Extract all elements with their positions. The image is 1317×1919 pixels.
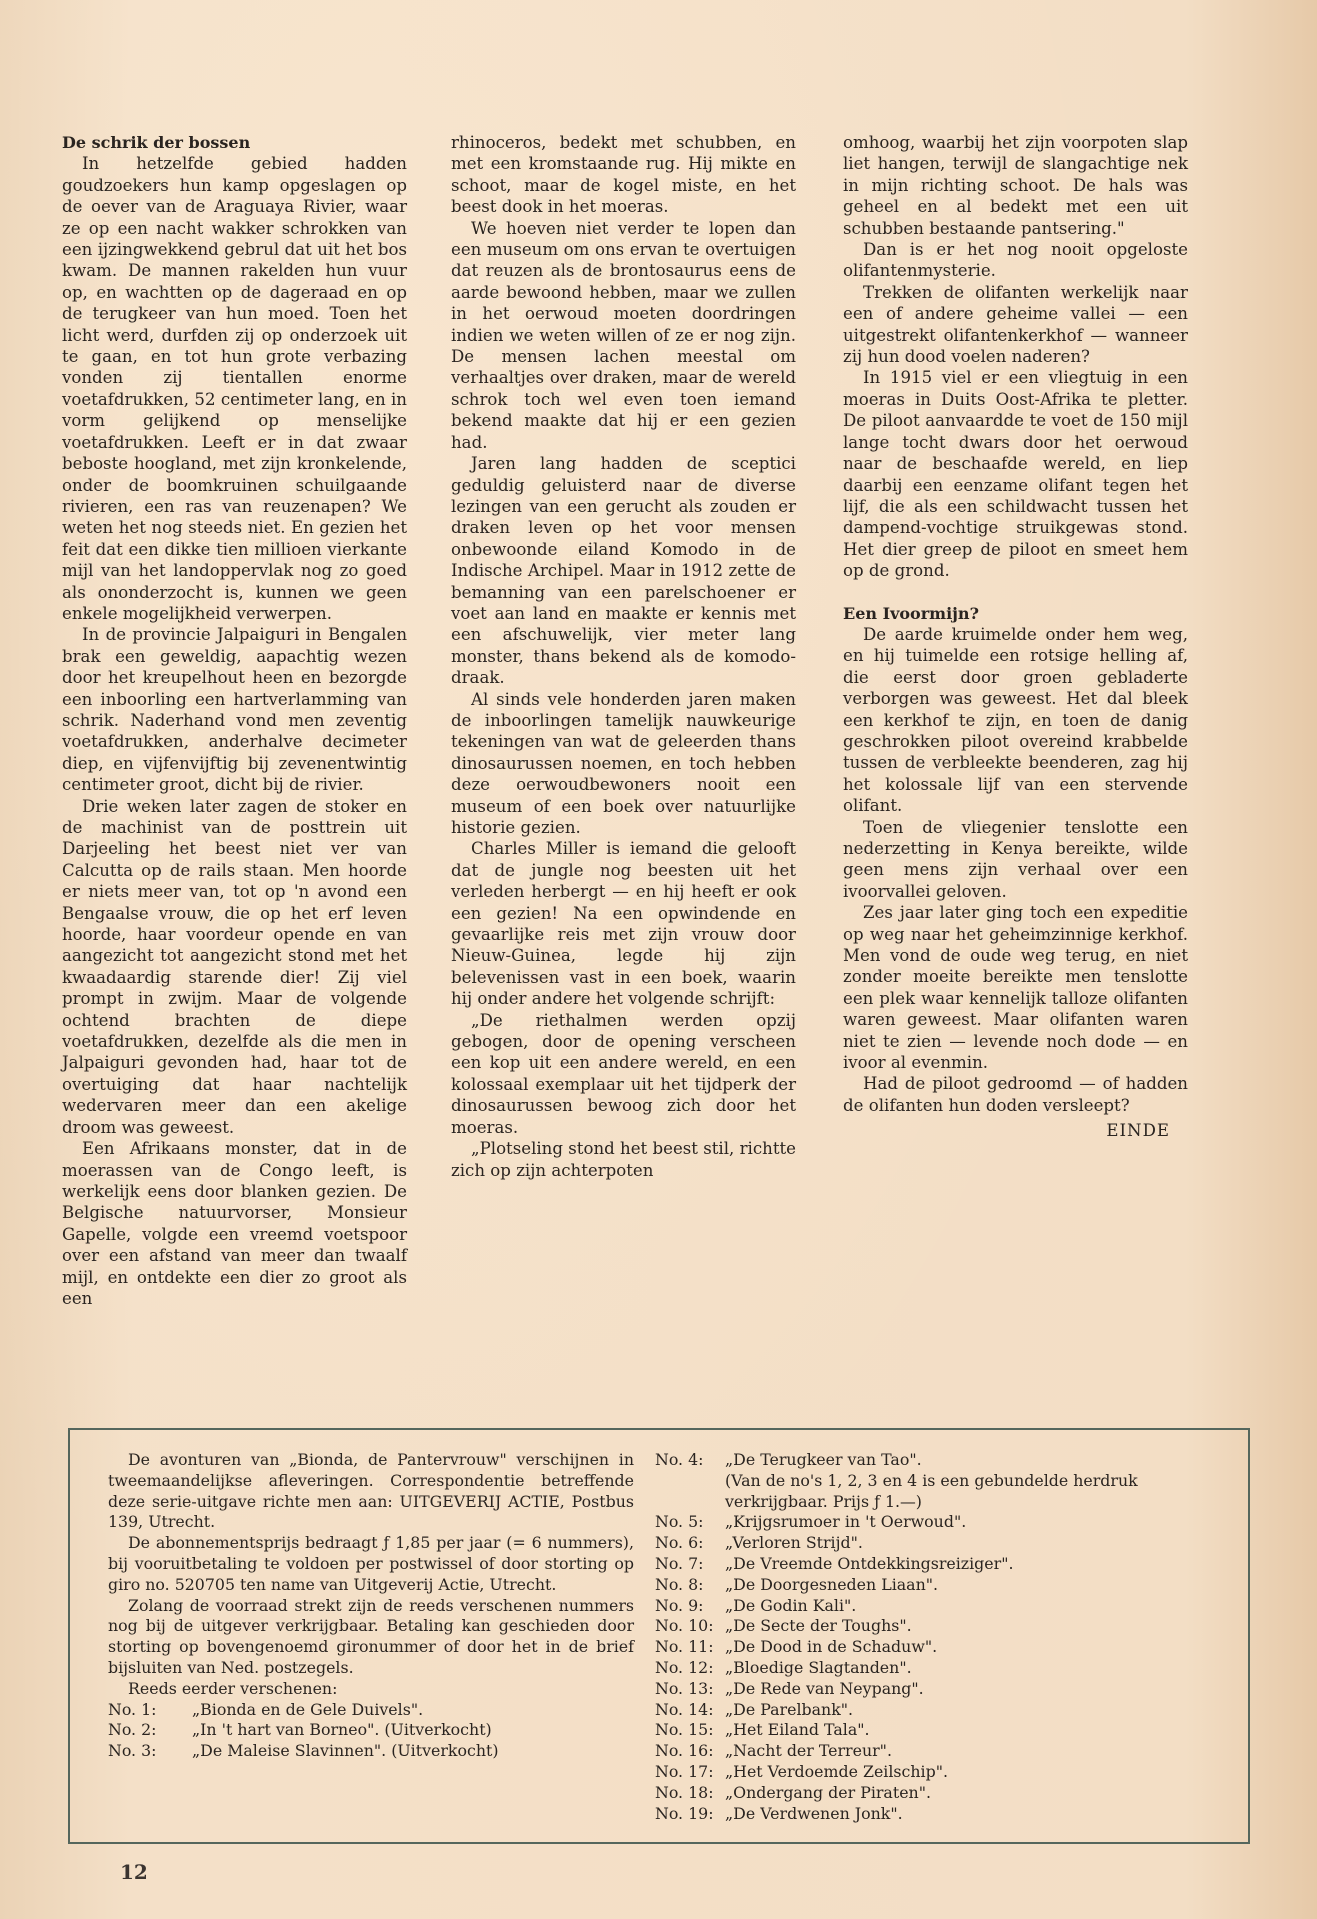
paragraph: We hoeven niet verder te lopen dan een museum om ons ervan te overtuigen dat reuzen als de brontosaurus eens de aarde bewoond hebben, maar we zullen in het oerwoud moeten doordringen indien we weten willen of ze er nog zijn. De mensen lachen meestal om verhaaltjes over draken, maar de wereld schrok toch wel even toen iemand bekend maakte dat hij er een gezien had. [451,218,796,452]
info-paragraph: Zolang de voorraad strekt zijn de reeds verschenen nummers nog bij de uitgever verkrijgbaar. Betaling kan geschieden door storting op bovengenoemd gironummer of door het in de brief bijsluiten van Ned. postzegels. [108,1595,634,1677]
issue-list-item [655,1720,1235,1741]
issue-list-item [655,1637,1235,1658]
issue-number: No. 12: [655,1657,714,1677]
issue-number: No. 4: [655,1450,704,1469]
issue-list-item [655,1762,1235,1783]
issue-number: No. 10: [655,1616,714,1636]
paragraph: Trekken de olifanten werkelijk naar een of andere geheime vallei — een uitgestrekt olifantenkerkhof — wanneer zij hun dood voelen naderen? [843,282,1188,367]
info-paragraph: De avonturen van „Bionda, de Pantervrouw" verschijnen in tweemaandelijkse afleveringen. Correspondentie betreffende deze serie-uitgave richte men aan: UITGEVERIJ ACTIE, Postbus 139, Utrecht. [108,1450,634,1532]
issue-number: No. 15: [655,1720,714,1740]
issue-title: „De Godin Kali". [725,1595,857,1615]
article-column-2 [451,132,796,1181]
issue-number: No. 18: [655,1782,714,1802]
paragraph: In de provincie Jalpaiguri in Bengalen brak een geweldig, aapachtig wezen door het kreupelhout heen en bezorgde een inboorling een hartverlamming van schrik. Naderhand vond men zeventig voetafdrukken, anderhalve decimeter diep, en vijfenvijftig bij zevenentwintig centimeter groot, dicht bij de rivier. [62,625,407,795]
issue-number: No. 3: [108,1741,157,1761]
issue-number: No. 8: [655,1574,704,1594]
issue-number: No. 7: [655,1553,704,1573]
section-heading: Een Ivoormijn? [843,603,979,623]
issue-number: No. 11: [655,1637,714,1657]
reprint-note: (Van de no's 1, 2, 3 en 4 is een gebundelde herdruk verkrijgbaar. Prijs ƒ 1.—) [725,1470,1138,1511]
paragraph: Al sinds vele honderden jaren maken de inboorlingen tamelijk nauwkeurige tekeningen van wat de geleerden thans dinosaurussen noemen, en toch hebben deze oerwoudbewoners nooit een museum of een boek over natuurlijke historie gezien. [451,689,796,837]
issue-list-item [655,1700,1235,1721]
issue-list-item [655,1596,1235,1617]
paragraph: Toen de vliegenier tenslotte een nederzetting in Kenya bereikte, wilde geen mens zijn verhaal over een ivoorvallei geloven. [843,817,1188,901]
issue-list-item [655,1804,1235,1825]
issue-title: „De Vreemde Ontdekkingsreiziger". [725,1553,1014,1573]
issue-title: „Het Eiland Tala". [725,1720,870,1740]
issue-number: No. 2: [108,1720,157,1740]
issue-list-item [655,1679,1235,1700]
article-column-3 [843,132,1188,1142]
paragraph: Had de piloot gedroomd — of hadden de olifanten hun doden versleept? [843,1074,1188,1115]
issue-number: No. 16: [655,1741,714,1761]
paragraph: Een Afrikaans monster, dat in de moerassen van de Congo leeft, is werkelijk eens door blanken gezien. De Belgische natuurvorser, Monsieur Gapelle, volgde een vreemd voetspoor over een afstand van meer dan twaalf mijl, en ontdekte een dier zo groot als een [62,1139,407,1308]
paragraph: Jaren lang hadden de sceptici geduldig geluisterd naar de diverse lezingen van een gerucht als zouden er draken leven op het voor mensen onbewoonde eiland Komodo in de Indische Archipel. Maar in 1912 zette de bemanning van een parelschoener er voet aan land en maakte er kennis met een afschuwelijk, vier meter lang monster, thans bekend als de komodo-draak. [451,454,796,688]
issue-title: „De Secte der Toughs". [725,1616,912,1636]
issue-number: No. 6: [655,1533,704,1553]
issue-title: „Bionda en de Gele Duivels". [192,1699,424,1719]
issue-title: „Bloedige Slagtanden". [725,1657,912,1677]
paragraph: Dan is er het nog nooit opgeloste olifantenmysterie. [843,240,1188,281]
issue-title: „De Doorgesneden Liaan". [725,1574,939,1594]
issue-number: No. 1: [108,1699,157,1719]
issue-list-item [655,1783,1235,1804]
issue-list [655,1450,1235,1824]
paragraph: rhinoceros, bedekt met schubben, en met een kromstaande rug. Hij mikte en schoot, maar de kogel miste, en het beest dook in het moeras. [451,133,796,217]
issue-title: „De Maleise Slavinnen". (Uitverkocht) [192,1741,499,1761]
end-marker: EINDE [1106,1121,1170,1141]
issue-list-item [655,1512,1235,1533]
paragraph: De aarde kruimelde onder hem weg, en hij tuimelde een rotsige helling af, die eerst door groen gebladerte verborgen was geweest. Het dal bleek een kerkhof te zijn, en toen de danig geschrokken piloot overeind krabbelde tussen de verbleekte beenderen, zag hij het kolossale lijf van een stervende olifant. [843,624,1188,816]
issue-title: „De Terugkeer van Tao". [725,1450,922,1469]
issue-title: „De Parelbank". [725,1699,854,1719]
issue-list-item [655,1575,1235,1596]
section-heading: De schrik der bossen [62,133,251,152]
issue-title: „Ondergang der Piraten". [725,1782,931,1802]
issue-title: „Het Verdoemde Zeilschip". [725,1761,948,1781]
issue-list-item [108,1700,634,1721]
issue-list-item [655,1450,1235,1471]
paragraph: Drie weken later zagen de stoker en de machinist van de posttrein uit Darjeeling het beest niet ver van Calcutta op de rails staan. Men hoorde er niets meer van, tot op 'n avond een Bengaalse vrouw, die op het erf leven hoorde, haar voordeur opende en van aangezicht tot aangezicht stond met het kwaadaardig starende dier! Zij viel prompt in zwijm. Maar de volgende ochtend brachten de diepe voetafdrukken, dezelfde als die men in Jalpaiguri gevonden had, haar tot de overtuiging dat haar nachtelijk wedervaren meer dan een akelige droom was geweest. [62,796,407,1137]
issue-title: „In 't hart van Borneo". (Uitverkocht) [192,1720,492,1740]
issue-number: No. 19: [655,1803,714,1823]
issue-list-item [655,1658,1235,1679]
paragraph: Charles Miller is iemand die gelooft dat de jungle nog beesten uit het verleden herbergt — en hij heeft er ook een gezien! Na een opwindende en gevaarlijke reis met zijn vrouw door Nieuw-Guinea, legde hij zijn belevenissen vast in een boek, waarin hij onder andere het volgende schrijft: [451,839,796,1009]
issue-title: „De Verdwenen Jonk". [725,1803,903,1823]
issue-list-item [655,1533,1235,1554]
quote-paragraph: „Plotseling stond het beest stil, richtte zich op zijn achterpoten [451,1139,796,1180]
issue-title: „Verloren Strijd". [725,1533,863,1553]
issue-number: No. 5: [655,1512,704,1532]
issue-number: No. 17: [655,1761,714,1781]
issue-title: „Nacht der Terreur". [725,1741,892,1761]
issue-list-item [108,1741,634,1762]
issue-title: „De Dood in de Schaduw". [725,1637,938,1657]
issue-number: No. 13: [655,1678,714,1698]
page-number: 12 [120,1860,148,1884]
issue-list-item [655,1554,1235,1575]
issue-title: „Krijgsrumoer in 't Oerwoud". [725,1512,967,1532]
paragraph: In hetzelfde gebied hadden goudzoekers hun kamp opgeslagen op de oever van de Araguaya Rivier, waar ze op een nacht wakker schrokken van een ijzingwekkend gebrul dat uit het bos kwam. De mannen rakelden hun vuur op, en wachtten op de dageraad en op de terugkeer van hun moed. Toen het licht werd, durfden zij op onderzoek uit te gaan, en tot hun grote verbazing vonden zij tientallen enorme voetafdrukken, 52 centimeter lang, en in vorm gelijkend op menselijke voetafdrukken. Leeft er in dat zwaar beboste hoogland, met zijn kronkelende, onder de boomkruinen schuilgaande rivieren, een ras van reuzenapen? We weten het nog steeds niet. En gezien het feit dat een dikke tien millioen vierkante mijl van het landoppervlak nog zo goed als ononderzocht is, kunnen we geen enkele mogelijkheid verwerpen. [62,154,407,623]
paragraph: In 1915 viel er een vliegtuig in een moeras in Duits Oost-Afrika te pletter. De piloot aanvaardde te voet de 150 mijl lange tocht dwars door het oerwoud naar de beschaafde wereld, en liep daarbij een eenzame olifant tegen het lijf, die als een schildwacht tussen het dampend-vochtige struikgewas stond. Het dier greep de piloot en smeet hem op de grond. [843,368,1188,581]
issue-number: No. 9: [655,1595,704,1615]
spacer [843,582,1188,603]
paragraph: Zes jaar later ging toch een expeditie op weg naar het geheimzinnige kerkhof. Men vond de oude weg terug, en niet zonder moeite bereikte men tenslotte een plek waar kennelijk talloze olifanten waren geweest. Maar olifanten waren niet te zien — levende noch dode — en ivoor al evenmin. [843,903,1188,1073]
paragraph: omhoog, waarbij het zijn voorpoten slap liet hangen, terwijl de slangachtige nek in mijn richting schoot. De hals was geheel en al bedekt met een uit schubben bestaande pantsering." [843,133,1188,238]
list-intro: Reeds eerder verschenen: [128,1678,338,1698]
issue-number: No. 14: [655,1699,714,1719]
issue-list-item [108,1720,634,1741]
info-paragraph: De abonnementsprijs bedraagt ƒ 1,85 per jaar (= 6 nummers), bij vooruitbetaling te voldoen per postwissel of door storting op giro no. 520705 ten name van Uitgeverij Actie, Utrecht. [108,1533,634,1594]
publisher-info-box [68,1428,1250,1844]
article-column-1 [62,132,407,1309]
issue-title: „De Rede van Neypang". [725,1678,924,1698]
issue-list-item [655,1741,1235,1762]
issue-list-item [655,1616,1235,1637]
subscription-info [108,1450,634,1762]
quote-paragraph: „De riethalmen werden opzij gebogen, door de opening verscheen een kop uit een andere wereld, en een kolossaal exemplaar uit het tijdperk der dinosaurussen bewoog zich door het moeras. [451,1010,796,1137]
